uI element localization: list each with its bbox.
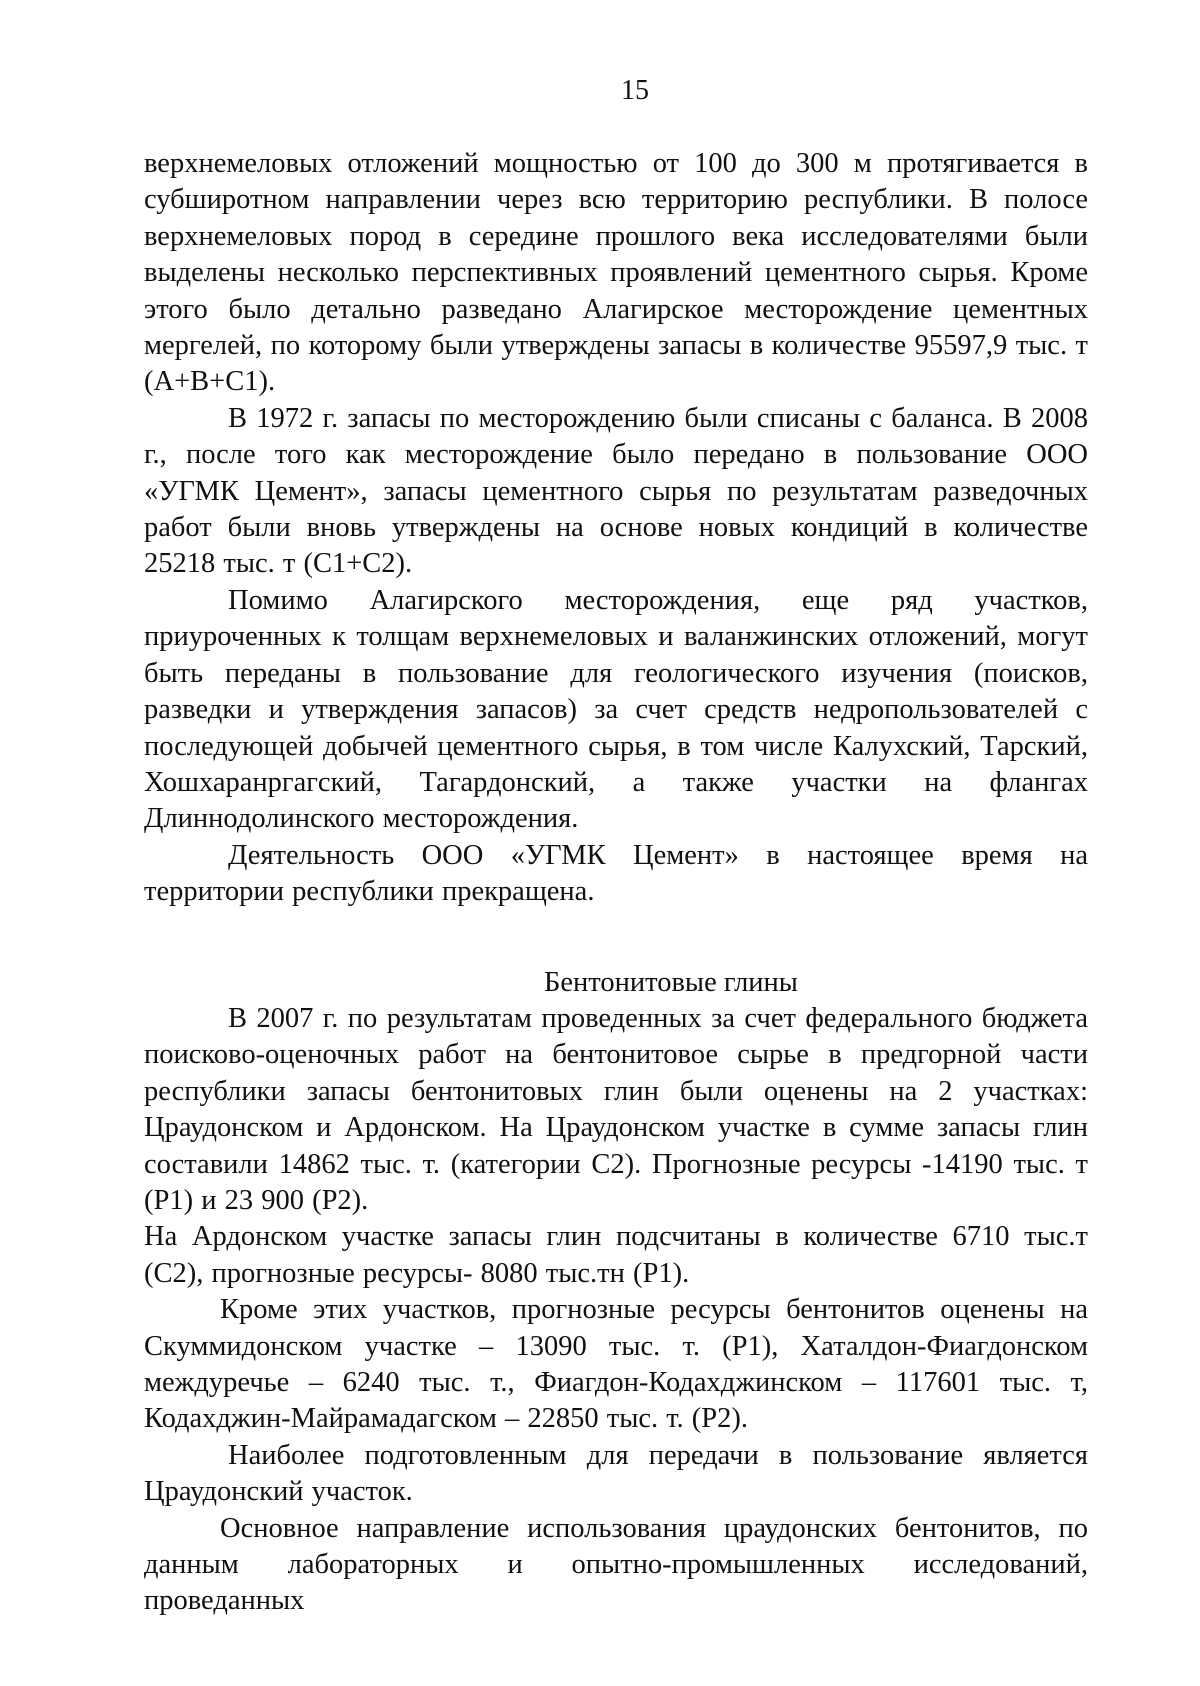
- paragraph-other-sites: Помимо Алагирского месторождения, еще ряд участков, приуроченных к толщам верхнемеловых и валанжинских отложений, могут быть переданы в пользование для геологического изучения (поисков, разведки и утверждения запасов) за счет средств недропользователей с последующей добычей цементного сырья, в том числе Калухский, Тарский, Хошхаранргагский, Тагардонский, а также участки на флангах Длиннодолинского месторождения.: [144, 584, 1088, 835]
- paragraph-2007-bentonite: В 2007 г. по результатам проведенных за счет федерального бюджета поисково-оценочных работ на бентонитовое сырье в предгорной части республики запасы бентонитовых глин были оценены на 2 участках: Цраудонском и Ардонском. На Цраудонском участке в сумме запасы глин составили 14862 тыс. т. (категории С2). Прогнозные ресурсы -14190 тыс. т (Р1) и 23 900 (Р2).: [144, 1002, 1088, 1216]
- paragraph-upper-cretaceous: верхнемеловых отложений мощностью от 100 до 300 м протягивается в субширотном направлении через всю территорию республики. В полосе верхнемеловых пород в середине прошлого века исследователями были выделены несколько перспективных проявлений цементного сырья. Кроме этого было детально разведано Алагирское месторождение цементных мергелей, по которому были утверждены запасы в количестве 95597,9 тыс. т (А+В+С1).: [144, 148, 1088, 398]
- page-number: 15: [621, 75, 649, 106]
- paragraph-main-use: Основное направление использования цраудонских бентонитов, по данным лабораторных и опытно-промышленных исследований, проведанных: [144, 1512, 1088, 1617]
- paragraph-ugmk-activity: Деятельность ООО «УГМК Цемент» в настоящее время на территории республики прекращена.: [144, 839, 1088, 908]
- paragraph-ardon-site: На Ардонском участке запасы глин подсчитаны в количестве 6710 тыс.т (С2), прогнозные ресурсы- 8080 тыс.тн (Р1).: [144, 1221, 1088, 1289]
- section-heading: Бентонитовые глины: [544, 966, 798, 998]
- paragraph-forecast-resources: Кроме этих участков, прогнозные ресурсы бентонитов оценены на Скуммидонском участке – 13090 тыс. т. (Р1), Хаталдон-Фиагдонском междуречье – 6240 тыс. т., Фиагдон-Кодахджинском – 117601 тыс. т, Кодахджин-Майрамадагском – 22850 тыс. т. (Р2).: [144, 1294, 1088, 1435]
- paragraph-tsraudon-prepared: Наиболее подготовленным для передачи в пользование является Цраудонский участок.: [144, 1439, 1088, 1508]
- document-body: [144, 146, 1088, 1620]
- section-gap: [144, 911, 1088, 965]
- paragraph-1972-reserves: В 1972 г. запасы по месторождению были списаны с баланса. В 2008 г., после того как месторождение было передано в пользование ООО «УГМК Цемент», запасы цементного сырья по результатам разведочных работ были вновь утверждены на основе новых кондиций в количестве 25218 тыс. т (С1+С2).: [144, 402, 1088, 580]
